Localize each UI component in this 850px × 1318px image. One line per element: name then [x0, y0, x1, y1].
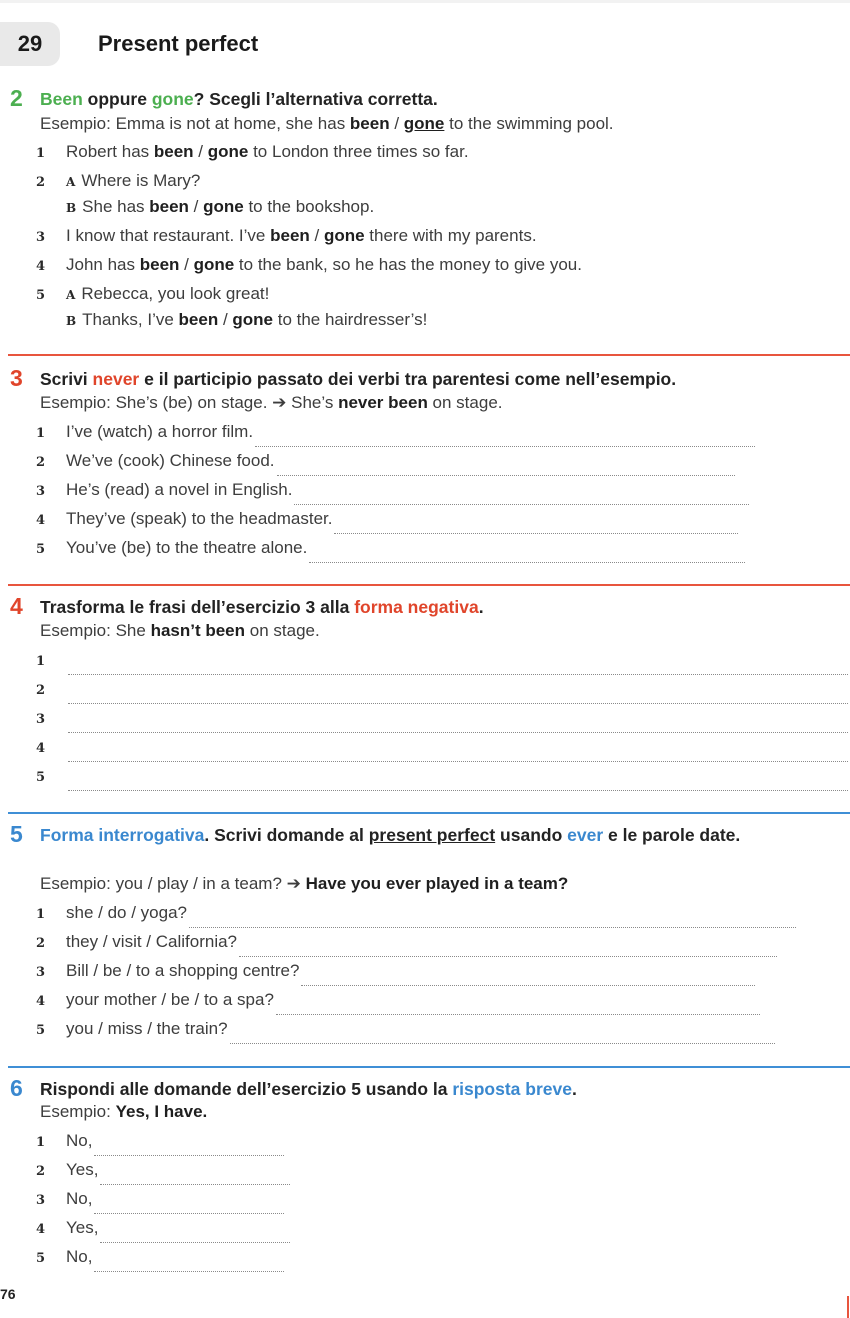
unit-number: 29	[0, 22, 60, 66]
speaker-label: B	[66, 201, 77, 215]
item-number: 3	[36, 484, 46, 499]
example-sentence	[40, 872, 568, 896]
item-number: 4	[36, 994, 46, 1009]
item-text: Bill / be / to a shopping centre?	[66, 961, 300, 980]
item-text: Where is Mary?	[81, 171, 201, 190]
option-been[interactable]: been	[139, 255, 180, 274]
item-number: 2	[36, 683, 46, 698]
item-text: Rebecca, you look great!	[81, 284, 270, 303]
instruction-text: Rispondi alle domande dell’esercizio 5 usando la	[40, 1079, 453, 1099]
list-item	[36, 987, 760, 1013]
answer-line[interactable]	[68, 656, 848, 675]
exercise-instruction	[40, 822, 845, 848]
list-item	[36, 958, 755, 984]
instruction-text: e le parole date.	[603, 825, 741, 845]
section-divider	[8, 1066, 850, 1068]
list-item	[36, 477, 749, 503]
exercise-instruction	[40, 86, 845, 112]
item-number: 3	[36, 712, 46, 727]
item-number: 5	[36, 1251, 46, 1266]
answer-line[interactable]	[301, 967, 755, 986]
answer-line[interactable]	[68, 685, 848, 704]
item-number: 4	[36, 259, 46, 274]
answer-line[interactable]	[239, 938, 777, 957]
instruction-text: .	[571, 1079, 577, 1099]
item-number: 4	[36, 513, 46, 528]
item-text: to London three times so far.	[248, 142, 469, 161]
page-number: 76	[0, 1286, 16, 1302]
keyword-interrogative-form: Forma interrogativa	[40, 825, 205, 845]
item-text: there with my parents.	[364, 226, 537, 245]
example-answer: never been	[338, 393, 428, 412]
list-item	[36, 647, 848, 673]
item-number: 2	[36, 175, 46, 190]
item-number: 3	[36, 965, 46, 980]
item-text: You’ve (be) to the theatre alone.	[66, 538, 308, 557]
item-text: to the bookshop.	[243, 197, 375, 216]
list-item	[36, 194, 374, 220]
list-item	[36, 252, 582, 278]
option-gone[interactable]: gone	[193, 255, 235, 274]
list-item	[36, 139, 469, 165]
answer-line[interactable]	[100, 1166, 290, 1185]
example-sentence	[40, 1100, 207, 1124]
item-number: 1	[36, 146, 46, 161]
item-number: 3	[36, 1193, 46, 1208]
exercise-number: 4	[10, 593, 23, 619]
exercise-number: 3	[10, 365, 23, 391]
item-text: you / miss / the train?	[66, 1019, 228, 1038]
item-text: to the hairdresser’s!	[273, 310, 428, 329]
item-text: to the bank, so he has the money to give you.	[234, 255, 582, 274]
option-separator: /	[193, 142, 208, 161]
answer-line[interactable]	[334, 515, 738, 534]
item-number: 2	[36, 455, 46, 470]
answer-line[interactable]	[309, 544, 745, 563]
list-item	[36, 1157, 290, 1183]
section-divider	[8, 584, 850, 586]
item-text: John has	[66, 255, 140, 274]
item-number: 4	[36, 741, 46, 756]
answer-line[interactable]	[94, 1253, 284, 1272]
speaker-label: A	[66, 175, 76, 189]
item-text: your mother / be / to a spa?	[66, 990, 274, 1009]
option-separator: /	[179, 255, 194, 274]
option-been[interactable]: been	[178, 310, 219, 329]
item-text: No,	[66, 1247, 93, 1266]
item-number: 3	[36, 230, 46, 245]
instruction-text: ? Scegli l’alternativa corretta.	[193, 89, 438, 109]
list-item	[36, 705, 848, 731]
item-text: she / do / yoga?	[66, 903, 187, 922]
list-item	[36, 1244, 284, 1270]
example-answer: Yes, I have.	[115, 1102, 208, 1121]
list-item	[36, 448, 735, 474]
exercise-instruction	[40, 594, 845, 620]
example-sentence	[40, 391, 503, 415]
exercise-number: 2	[10, 85, 23, 111]
keyword-been: Been	[40, 89, 83, 109]
speaker-label: B	[66, 314, 77, 328]
keyword-present-perfect: present perfect	[368, 825, 496, 845]
item-number: 5	[36, 288, 46, 303]
item-text: Yes,	[66, 1160, 99, 1179]
keyword-ever: ever	[567, 825, 604, 845]
option-been[interactable]: been	[270, 226, 310, 245]
option-been[interactable]: been	[153, 142, 194, 161]
list-item	[36, 734, 848, 760]
page-edge-mark	[847, 1296, 849, 1318]
list-item	[36, 1128, 284, 1154]
unit-title: Present perfect	[98, 31, 259, 56]
keyword-gone: gone	[151, 89, 194, 109]
item-text: They’ve (speak) to the headmaster.	[66, 509, 333, 528]
section-divider	[8, 812, 850, 814]
item-text: Robert has	[66, 142, 154, 161]
option-separator: /	[188, 197, 204, 216]
item-text: He’s (read) a novel in English.	[66, 480, 293, 499]
unit-header	[0, 22, 850, 66]
instruction-text: oppure	[82, 89, 152, 109]
list-item	[36, 1186, 284, 1212]
example-answer: hasn’t been	[150, 621, 246, 640]
instruction-text: Trasforma le frasi dell’esercizio 3 alla	[40, 597, 355, 617]
item-text: No,	[66, 1131, 93, 1150]
keyword-never: never	[92, 369, 140, 389]
option-gone[interactable]: gone	[323, 226, 365, 245]
instruction-text: .	[478, 597, 484, 617]
item-text: Thanks, I’ve	[82, 310, 179, 329]
example-answer: Have you ever played in a team?	[305, 874, 569, 893]
list-item	[36, 900, 796, 926]
item-number: 2	[36, 936, 46, 951]
example-text: Esempio: Emma is not at home, she has	[40, 114, 350, 133]
list-item	[36, 168, 200, 194]
item-number: 1	[36, 1135, 46, 1150]
list-item	[36, 419, 755, 445]
example-text: Esempio: She	[40, 621, 151, 640]
example-text: Esempio: She’s (be) on stage. ➔ She’s	[40, 393, 339, 412]
item-text: Yes,	[66, 1218, 99, 1237]
example-text: on stage.	[245, 621, 320, 640]
list-item	[36, 223, 537, 249]
answer-line[interactable]	[68, 714, 848, 733]
item-number: 1	[36, 907, 46, 922]
answer-line[interactable]	[294, 486, 749, 505]
speaker-label: A	[66, 288, 76, 302]
option-separator: /	[218, 310, 233, 329]
item-text: I’ve (watch) a horror film.	[66, 422, 254, 441]
list-item	[36, 506, 738, 532]
option-gone[interactable]: gone	[232, 310, 273, 329]
item-number: 2	[36, 1164, 46, 1179]
item-text: We’ve (cook) Chinese food.	[66, 451, 275, 470]
list-item	[36, 929, 777, 955]
answer-line[interactable]	[68, 772, 848, 791]
keyword-negative-form: forma negativa	[354, 597, 479, 617]
example-sentence	[40, 112, 614, 136]
exercise-number: 5	[10, 821, 23, 847]
option-been[interactable]: been	[149, 197, 189, 216]
answer-line[interactable]	[100, 1224, 290, 1243]
instruction-text: . Scrivi domande al	[204, 825, 369, 845]
item-number: 4	[36, 1222, 46, 1237]
item-text: She has	[82, 197, 150, 216]
option-gone[interactable]: gone	[203, 197, 244, 216]
item-number: 5	[36, 542, 46, 557]
item-text: No,	[66, 1189, 93, 1208]
option-separator: /	[389, 114, 404, 133]
list-item	[36, 1215, 290, 1241]
option-gone[interactable]: gone	[207, 142, 249, 161]
example-text: Esempio:	[40, 1102, 116, 1121]
exercise-instruction	[40, 366, 845, 392]
item-number: 5	[36, 770, 46, 785]
section-divider	[8, 354, 850, 356]
answer-line[interactable]	[230, 1025, 775, 1044]
exercise-number: 6	[10, 1075, 23, 1101]
list-item	[36, 281, 269, 307]
item-number: 5	[36, 1023, 46, 1038]
answer-line[interactable]	[68, 743, 848, 762]
option-been: been	[349, 114, 390, 133]
keyword-short-answer: risposta breve	[452, 1079, 572, 1099]
example-sentence	[40, 619, 320, 643]
answer-line[interactable]	[255, 428, 755, 447]
list-item	[36, 1016, 775, 1042]
option-gone-selected: gone	[403, 114, 445, 133]
top-border	[0, 0, 850, 3]
list-item	[36, 307, 427, 333]
instruction-text: Scrivi	[40, 369, 93, 389]
example-text: on stage.	[427, 393, 503, 412]
list-item	[36, 763, 848, 789]
list-item	[36, 676, 848, 702]
answer-line[interactable]	[94, 1137, 284, 1156]
answer-line[interactable]	[276, 996, 760, 1015]
item-text: I know that restaurant. I’ve	[66, 226, 271, 245]
item-text: they / visit / California?	[66, 932, 238, 951]
instruction-text: e il participio passato dei verbi tra parentesi come nell’esempio.	[139, 369, 677, 389]
list-item	[36, 535, 745, 561]
item-number: 1	[36, 426, 46, 441]
example-text: Esempio: you / play / in a team? ➔	[40, 874, 306, 893]
answer-line[interactable]	[94, 1195, 284, 1214]
instruction-text: usando	[495, 825, 568, 845]
example-text: to the swimming pool.	[444, 114, 614, 133]
exercise-instruction	[40, 1076, 845, 1102]
item-number: 1	[36, 654, 46, 669]
answer-line[interactable]	[277, 457, 735, 476]
option-separator: /	[309, 226, 324, 245]
answer-line[interactable]	[189, 909, 796, 928]
